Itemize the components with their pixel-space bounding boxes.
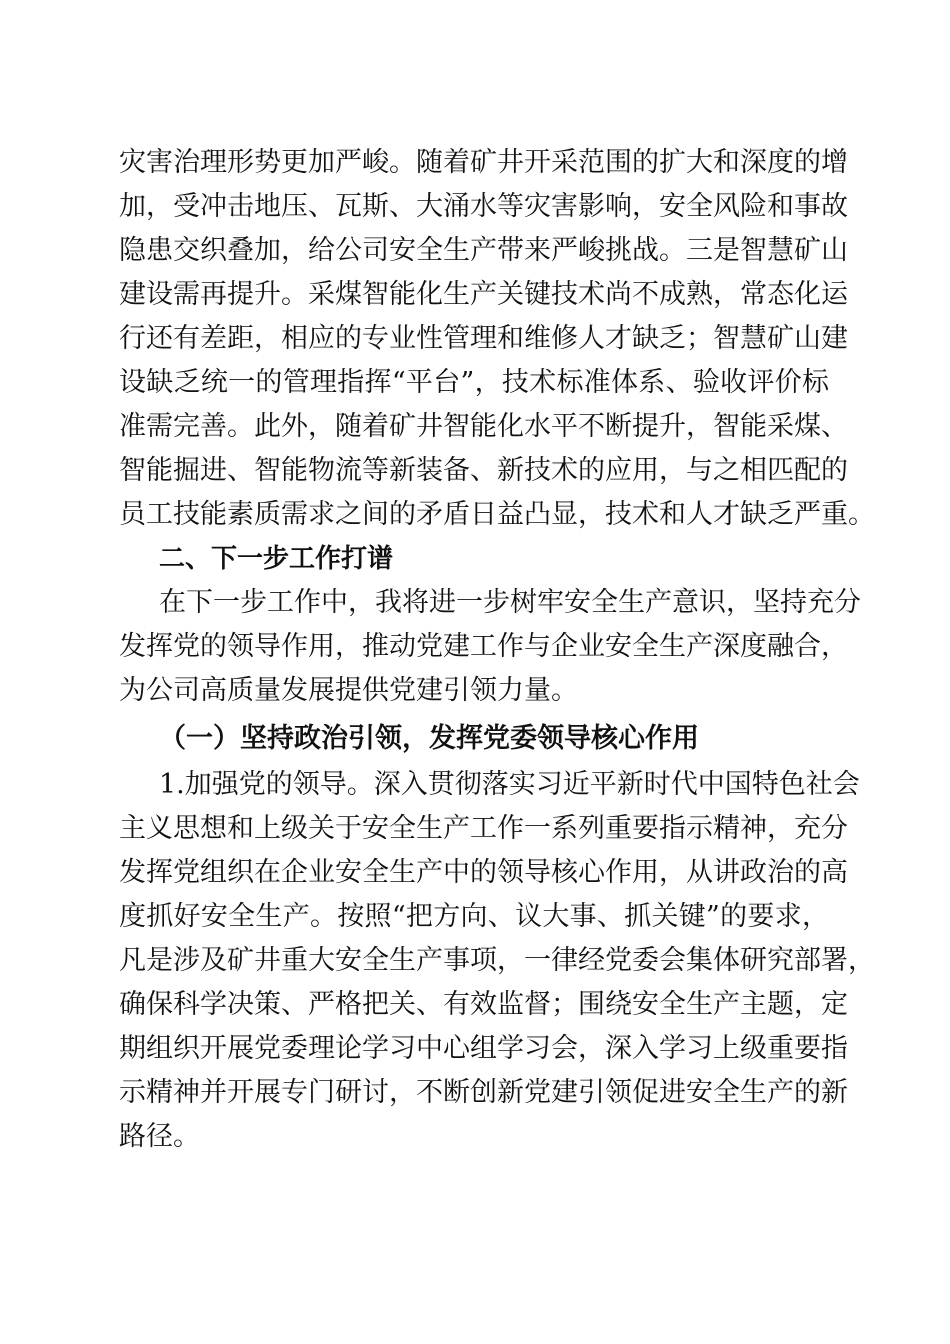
text-line: 行还有差距，相应的专业性管理和维修人才缺乏；智慧矿山建: [119, 323, 848, 354]
text-line: 员工技能素质需求之间的矛盾日益凸显，技术和人才缺乏严重。: [119, 499, 875, 530]
text-line: 期组织开展党委理论学习中心组学习会，深入学习上级重要指: [119, 1033, 848, 1064]
text-line: 确保科学决策、严格把关、有效监督；围绕安全生产主题，定: [119, 989, 848, 1020]
document-body: [119, 141, 875, 1159]
paragraph-party-leadership: [119, 763, 875, 1159]
text-line: 建设需再提升。采煤智能化生产关键技术尚不成熟，常态化运: [119, 279, 848, 310]
text-line: 智能掘进、智能物流等新装备、新技术的应用，与之相匹配的: [119, 455, 848, 486]
text-line: 发挥党组织在企业安全生产中的领导核心作用，从讲政治的高: [119, 857, 848, 888]
text-line: 设缺乏统一的管理指挥“平台”，技术标准体系、验收评价标: [119, 367, 829, 398]
paragraph-next-steps-intro: [119, 581, 861, 713]
text-line: 准需完善。此外，随着矿井智能化水平不断提升，智能采煤、: [119, 411, 848, 442]
text-line: 1.加强党的领导。深入贯彻落实习近平新时代中国特色社会: [159, 769, 860, 800]
text-line: 加，受冲击地压、瓦斯、大涌水等灾害影响，安全风险和事故: [119, 191, 848, 222]
text-line: 灾害治理形势更加严峻。随着矿井开采范围的扩大和深度的增: [119, 147, 848, 178]
section-heading: 二、下一步工作打谱: [159, 544, 394, 574]
text-line: 路径。: [119, 1121, 200, 1152]
text-line: 度抓好安全生产。按照“把方向、议大事、抓关键”的要求，: [119, 901, 829, 932]
subsection-heading: （一）坚持政治引领，发挥党委领导核心作用: [159, 723, 699, 754]
text-line: 隐患交织叠加，给公司安全生产带来严峻挑战。三是智慧矿山: [119, 235, 848, 266]
text-line: 主义思想和上级关于安全生产工作一系列重要指示精神，充分: [119, 813, 848, 844]
text-line: 示精神并开展专门研讨，不断创新党建引领促进安全生产的新: [119, 1077, 848, 1108]
text-line: 在下一步工作中，我将进一步树牢安全生产意识，坚持充分: [159, 587, 861, 618]
text-line: 凡是涉及矿井重大安全生产事项，一律经党委会集体研究部署，: [119, 945, 875, 976]
text-line: 发挥党的领导作用，推动党建工作与企业安全生产深度融合，: [119, 631, 848, 662]
paragraph-hazard-governance: [119, 141, 875, 537]
text-line: 为公司高质量发展提供党建引领力量。: [119, 675, 578, 706]
